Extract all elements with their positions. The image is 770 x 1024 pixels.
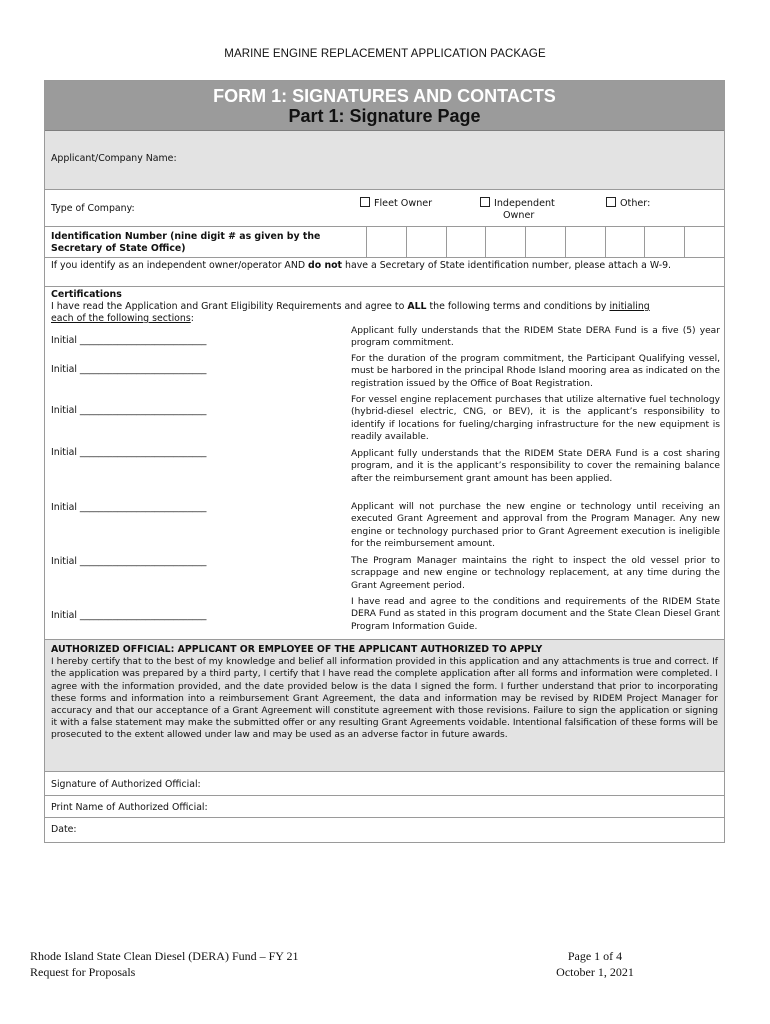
company-type-row — [45, 190, 724, 227]
other-checkbox[interactable] — [606, 197, 650, 209]
certifications-intro — [45, 287, 724, 325]
date-field[interactable] — [45, 818, 724, 842]
signature-form — [44, 80, 725, 843]
id-digit-box[interactable] — [685, 227, 724, 257]
date-label: Date: — [51, 824, 77, 835]
page-number: Page 1 of 4 — [567, 949, 623, 963]
id-digit-box[interactable] — [486, 227, 526, 257]
identification-digits — [367, 227, 724, 257]
initial-field-6[interactable]: Initial ___________________________ — [51, 556, 207, 567]
w9-note — [45, 258, 724, 287]
cert-lead-initialing: initialing — [609, 301, 650, 312]
id-digit-box[interactable] — [447, 227, 487, 257]
form-title: FORM 1: SIGNATURES AND CONTACTS — [213, 86, 556, 106]
footer-date: October 1, 2021 — [556, 965, 634, 979]
identification-label-line2: Secretary of State Office) — [51, 243, 186, 254]
print-name-field[interactable] — [45, 796, 724, 818]
cert-lead-text-2: the following terms and conditions by — [426, 301, 610, 312]
identification-number-label — [45, 227, 367, 257]
initial-field-1[interactable]: Initial ___________________________ — [51, 335, 207, 346]
certification-text-3: For vessel engine replacement purchases that utilize alternative fuel technology (hybrid-diesel electric, CNG, or BEV), it is the applicant’s responsibility to identify if locations for fueling/charging infrastructure for the new equipment is readily available. — [351, 395, 720, 442]
w9-note-text-end: have a Secretary of State identification number, please attach a W-9. — [342, 260, 672, 271]
print-name-label: Print Name of Authorized Official: — [51, 802, 208, 813]
initial-field-4[interactable]: Initial ___________________________ — [51, 447, 207, 458]
certification-items — [45, 325, 724, 639]
initial-field-3[interactable]: Initial ___________________________ — [51, 405, 207, 416]
id-digit-box[interactable] — [606, 227, 646, 257]
certification-text-7: I have read and agree to the conditions and requirements of the RIDEM State DERA Fund as stated in this program document and the State Clean Diesel Grant Program Information Guide. — [351, 597, 720, 632]
footer-program-name: Rhode Island State Clean Diesel (DERA) Fund – FY 21 — [30, 949, 299, 963]
certifications-lead — [51, 301, 718, 325]
certification-text-4: Applicant fully understands that the RIDEM State DERA Fund is a cost sharing program, and it is the applicant’s responsibility to cover the remaining balance after the reimbursement grant amount has been applied. — [351, 449, 720, 484]
identification-label-line1: Identification Number (nine digit # as given by the — [51, 231, 321, 242]
cert-lead-text: I have read the Application and Grant Eligibility Requirements and agree to — [51, 301, 408, 312]
cert-lead-colon: : — [190, 313, 194, 324]
id-digit-box[interactable] — [526, 227, 566, 257]
fleet-owner-checkbox[interactable] — [360, 197, 432, 209]
authorized-official-statement: I hereby certify that to the best of my knowledge and belief all information provided in this application and any attachments is true and correct. If the application was prepared by a third party, I certify that I have read the complete application after all forms and information were completed. I agree with the information provided, and the date provided below is the data I signed the form. I further understand that prior to incorporating these forms and information into a reimbursement Grant Agreement, the data and information may be revised by RIDEM Project Manager for accuracy and that our acceptance of a Grant Agreement will constitute agreement with those revisions. Failure to sign the application or signing it with a false statement may make the submitted offer or any resulting Grant Agreements voidable. Intentional falsification of these forms will be prosecuted to the extent allowed under law and may be used as an adverse factor in future awards. — [51, 657, 718, 741]
footer-right — [520, 948, 670, 980]
identification-number-row — [45, 227, 724, 258]
fleet-owner-label: Fleet Owner — [374, 198, 433, 209]
company-type-label: Type of Company: — [51, 203, 135, 214]
certification-text-6: The Program Manager maintains the right to inspect the old vessel prior to scrappage and new engine or technology replacement, at any time during the Grant Agreement period. — [351, 556, 720, 591]
authorized-official-heading: AUTHORIZED OFFICIAL: APPLICANT OR EMPLOYEE OF THE APPLICANT AUTHORIZED TO APPLY — [51, 644, 543, 655]
checkbox-icon — [360, 197, 370, 207]
page-header: MARINE ENGINE REPLACEMENT APPLICATION PACKAGE — [224, 48, 546, 60]
independent-owner-label: Independent — [494, 198, 555, 209]
other-label: Other: — [620, 198, 651, 209]
id-digit-box[interactable] — [566, 227, 606, 257]
certification-text-5: Applicant will not purchase the new engine or technology until receiving an executed Grant Agreement and approval from the Program Manager. Any new engine or technology purchased prior to Grant Agreement execution is ineligible for the reimbursement amount. — [351, 502, 720, 549]
initial-field-7[interactable]: Initial ___________________________ — [51, 610, 207, 621]
cert-lead-all: ALL — [407, 301, 427, 312]
id-digit-box[interactable] — [645, 227, 685, 257]
footer-left — [30, 948, 299, 980]
form-subtitle: Part 1: Signature Page — [288, 106, 481, 126]
checkbox-icon — [606, 197, 616, 207]
initial-field-2[interactable]: Initial ___________________________ — [51, 364, 207, 375]
signature-label: Signature of Authorized Official: — [51, 779, 201, 790]
applicant-name-label: Applicant/Company Name: — [51, 153, 177, 164]
authorized-official-section — [45, 640, 724, 772]
certification-text-1: Applicant fully understands that the RIDEM State DERA Fund is a five (5) year program commitment. — [351, 326, 720, 349]
footer-document-type: Request for Proposals — [30, 965, 136, 979]
applicant-name-field[interactable] — [45, 131, 724, 190]
initial-field-5[interactable]: Initial ___________________________ — [51, 502, 207, 513]
id-digit-box[interactable] — [367, 227, 407, 257]
cert-lead-sections: each of the following sections — [51, 313, 191, 324]
independent-owner-label-line2: Owner — [503, 210, 535, 221]
form-title-band — [45, 81, 724, 131]
certifications-heading: Certifications — [51, 289, 122, 300]
signature-field[interactable] — [45, 772, 724, 796]
w9-note-text: If you identify as an independent owner/operator AND — [51, 260, 309, 271]
id-digit-box[interactable] — [407, 227, 447, 257]
independent-owner-checkbox[interactable] — [480, 197, 555, 209]
checkbox-icon — [480, 197, 490, 207]
certifications-section — [45, 287, 724, 640]
certification-text-2: For the duration of the program commitment, the Participant Qualifying vessel, must be harbored in the principal Rhode Island mooring area as indicated on the registration issued by the Office of Boat Registration. — [351, 354, 720, 389]
w9-note-emphasis: do not — [308, 260, 343, 271]
